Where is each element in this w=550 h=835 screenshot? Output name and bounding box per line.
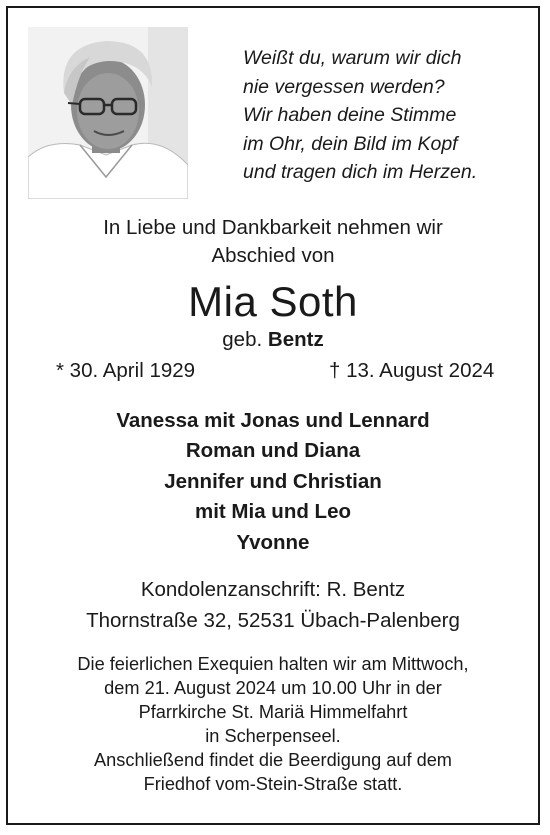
birth-date: * 30. April 1929 <box>56 359 196 382</box>
portrait-photo <box>28 27 188 199</box>
death-date: † 13. August 2024 <box>329 359 495 382</box>
service-line: dem 21. August 2024 um 10.00 Uhr in der <box>104 678 442 699</box>
mourner-line: Roman und Diana <box>185 439 361 463</box>
service-line: Die feierlichen Exequien halten wir am Mittwoch, <box>77 654 469 674</box>
mourner-line: Yvonne <box>236 530 310 554</box>
service-line: Pfarrkirche St. Mariä Himmelfahrt <box>138 702 408 723</box>
maiden-prefix: geb. <box>222 328 263 351</box>
poem-line: Weißt du, warum wir dich <box>243 47 462 69</box>
poem-line: Wir haben deine Stimme <box>243 104 457 126</box>
memorial-poem <box>243 44 533 187</box>
intro-text <box>6 214 540 270</box>
maiden-name <box>6 327 540 353</box>
service-line: Friedhof vom-Stein-Straße statt. <box>143 774 403 795</box>
service-line: Anschließend findet die Beerdigung auf dem <box>94 750 452 771</box>
mourner-line: mit Mia und Leo <box>194 500 352 524</box>
condolence-address <box>6 574 540 636</box>
mourners-list <box>6 406 540 558</box>
poem-line: und tragen dich im Herzen. <box>243 161 478 183</box>
contact-line: Thornstraße 32, 52531 Übach-Palenberg <box>86 609 460 632</box>
mourner-line: Vanessa mit Jonas und Lennard <box>116 409 430 432</box>
intro-line: In Liebe und Dankbarkeit nehmen wir <box>103 216 443 239</box>
service-line: in Scherpenseel. <box>205 726 341 747</box>
funeral-service-info <box>6 652 540 797</box>
poem-line: im Ohr, dein Bild im Kopf <box>243 132 458 155</box>
mourner-line: Jennifer und Christian <box>164 469 382 493</box>
maiden-surname: Bentz <box>267 328 324 351</box>
intro-line: Abschied von <box>211 244 335 267</box>
poem-line: nie vergessen werden? <box>243 75 445 98</box>
contact-line: Kondolenzanschrift: R. Bentz <box>140 578 406 601</box>
deceased-name: Mia Soth <box>188 278 358 325</box>
